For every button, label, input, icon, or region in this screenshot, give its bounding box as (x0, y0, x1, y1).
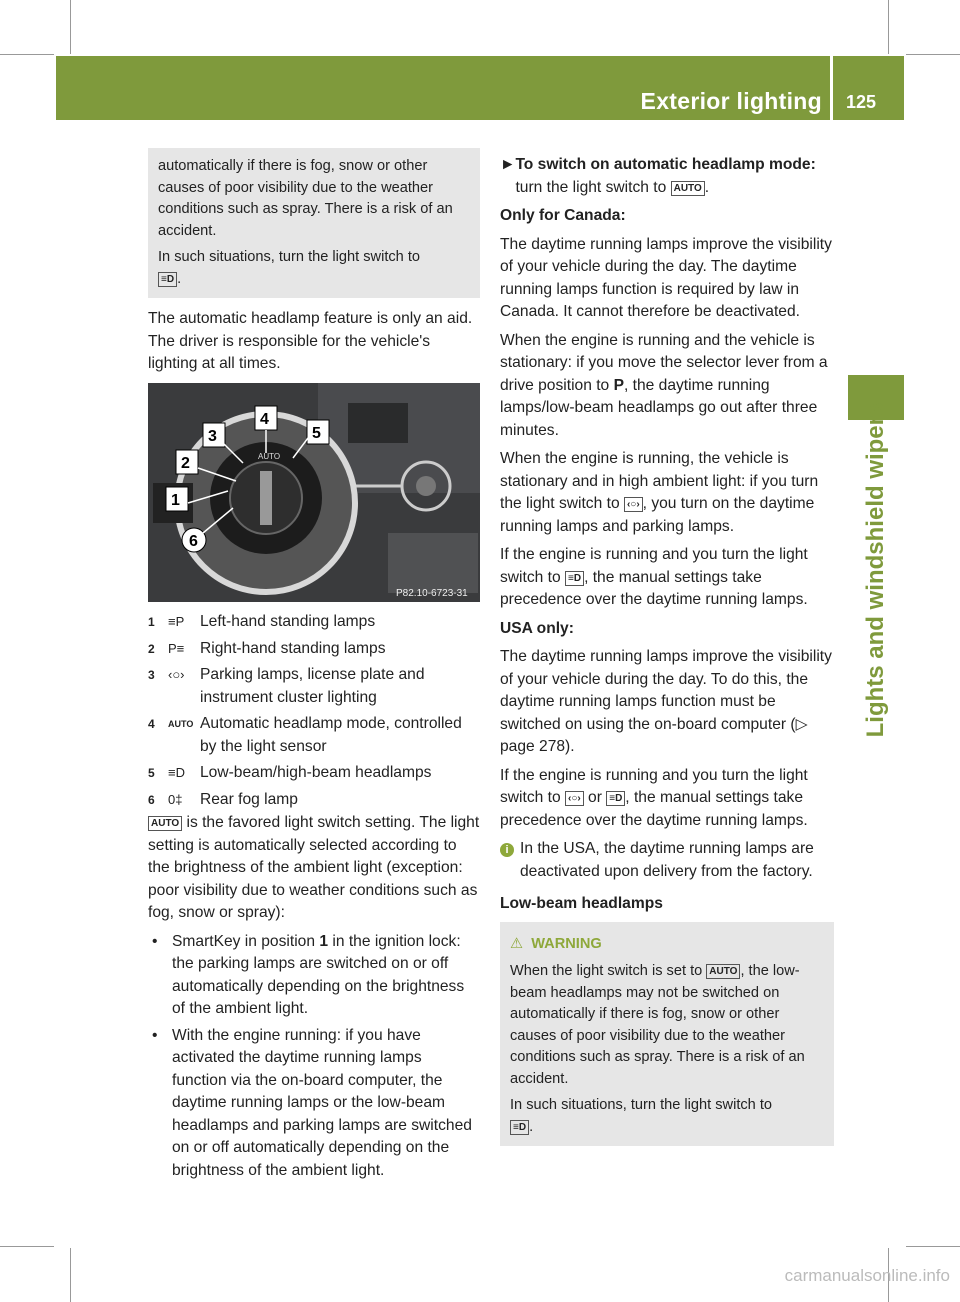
legend-item (148, 611, 480, 634)
canada-paragraph: The daytime running lamps improve the visibility of your vehicle during the day. The daytime running lamps function is required by law in Canada. It cannot therefore be deactivated. (500, 235, 832, 320)
bullet-text: SmartKey in position (172, 932, 320, 950)
legend-number: 2 (148, 641, 155, 656)
canada-text: If the engine is running and you turn the light switch to (500, 546, 808, 586)
photo-code: P82.10-6723-31 (396, 588, 468, 599)
header-divider (830, 56, 833, 120)
auto-icon: AUTO (671, 181, 705, 196)
warning-text: automatically if there is fog, snow or other causes of poor visibility due to the weather conditions such as spray. There is a risk of an accident. (158, 158, 453, 239)
legend-text: Low-beam/high-beam headlamps (200, 764, 432, 781)
legend-list (148, 611, 480, 815)
parking-lamp-icon: ‹○› (624, 497, 643, 512)
legend-number: 5 (148, 766, 155, 780)
legend-item (148, 762, 480, 785)
callout-5: 5 (312, 425, 321, 442)
step-text: turn the light switch to (515, 178, 667, 196)
legend-number: 1 (148, 615, 155, 629)
canada-heading: Only for Canada: (500, 207, 626, 224)
bullet-text: in the ignition lock: the parking lamps are switched on or off automatically depending on the brightness of the ambient light. (172, 932, 465, 1017)
auto-description (148, 812, 480, 1186)
page-number: 125 (846, 92, 877, 112)
auto-icon: AUTO (706, 964, 740, 979)
section-title: Exterior lighting (640, 88, 822, 114)
usa-paragraph: The daytime running lamps improve the visibility of your vehicle during the day. To do this, the daytime running lamps function must be switched on using the on-board computer (▷ page 278). (500, 648, 832, 755)
bullet-icon: • (152, 932, 158, 950)
canada-text: , the daytime running lamps/low-beam headlamps go out after three minutes. (500, 376, 818, 439)
auto-icon: AUTO (168, 719, 194, 729)
intro-paragraph: The automatic headlamp feature is only an aid. The driver is responsible for the vehicle's lighting at all times. (148, 310, 473, 372)
info-icon: i (500, 843, 514, 857)
info-note (500, 838, 834, 883)
callout-6: 6 (189, 533, 198, 550)
legend-number: 4 (148, 717, 155, 731)
rear-fog-lamp-icon: 0‡ (168, 791, 183, 807)
usa-text: , the manual settings take precedence over the daytime running lamps. (500, 789, 808, 829)
warning-box-continued: automatically if there is fog, snow or other causes of poor visibility due to the weather conditions such as spray. There is a risk of an accident. In such situations, turn the light switch to ≡D . (148, 148, 480, 298)
legend-text: Rear fog lamp (200, 790, 298, 808)
legend-text: Right-hand standing lamps (200, 639, 386, 657)
light-switch-photo (148, 383, 480, 602)
warning-text: In such situations, turn the light switch to (158, 249, 421, 265)
callout-2: 2 (181, 455, 190, 472)
step-heading: To switch on automatic headlamp mode: (515, 156, 816, 173)
legend-number: 6 (148, 792, 155, 807)
canada-text: , you turn on the daytime running lamps and parking lamps. (500, 495, 815, 535)
right-column (500, 154, 834, 1146)
lowbeam-icon: ≡D (565, 571, 584, 586)
warning-triangle-icon: ⚠ (510, 935, 524, 952)
light-switch-illustration (148, 383, 480, 602)
lowbeam-icon: ≡D (510, 1120, 529, 1135)
legend-text: Automatic headlamp mode, controlled by the light sensor (200, 715, 462, 755)
key-position: 1 (319, 932, 329, 950)
legend-text: Left-hand standing lamps (200, 613, 376, 630)
auto-icon: AUTO (148, 816, 182, 831)
info-text: In the USA, the daytime running lamps are deactivated upon delivery from the factory. (520, 840, 814, 880)
legend-item (148, 664, 480, 709)
parking-lamp-icon: ‹○› (565, 791, 584, 806)
right-standing-lamp-icon: P≡ (168, 640, 185, 656)
callout-4: 4 (260, 411, 269, 428)
warning-heading (510, 934, 826, 956)
warning-text: , the low-beam headlamps may not be switched on automatically if there is fog, snow or other causes of poor visibility due to the weather conditions such as spray. There is a risk of an accident. (510, 963, 805, 1087)
legend-item (148, 638, 480, 661)
canada-text: When the engine is running and the vehicle is stationary: if you move the selector lever from a drive position to (500, 331, 828, 394)
warning-label: WARNING (531, 935, 602, 952)
lowbeam-heading: Low-beam headlamps (500, 895, 663, 912)
auto-label: AUTO (258, 452, 281, 461)
callout-1: 1 (171, 492, 180, 509)
parking-lamp-icon: ‹○› (168, 667, 185, 682)
bullet-text: With the engine running: if you have activated the daytime running lamps function via the on-board computer, the daytime running lamps or the low-beam headlamps and parking lamps are switched on or off automatically depending on the brightness of the ambient light. (172, 1026, 472, 1179)
lowbeam-icon: ≡D (158, 272, 177, 287)
canada-text: When the engine is running, the vehicle is stationary and in high ambient light: if you turn the light switch to (500, 450, 819, 512)
auto-paragraph: is the favored light switch setting. The light setting is automatically selected according to the brightness of the ambient light (exception: poor visibility due to weather conditions such as fog, snow or spray): (148, 814, 480, 921)
warning-box: ⚠ WARNING When the light switch is set to AUTO , the low-beam headlamps may not be switched on automatically if there is fog, snow or other causes of poor visibility due to the weather conditions such as spray. There is a risk of an accident. In such situations, turn the light switch to ≡D . (500, 922, 834, 1147)
callout-3: 3 (208, 428, 217, 445)
watermark: carmanualsonline.info (784, 1266, 950, 1285)
usa-heading: USA only: (500, 619, 574, 637)
instruction-step: ► To switch on automatic headlamp mode: turn the light switch to AUTO . (500, 154, 834, 199)
usa-text: If the engine is running and you turn the light switch to (500, 766, 808, 806)
usa-text: or (583, 789, 607, 806)
bullet-icon: • (152, 1026, 158, 1044)
bullet-item (148, 1025, 480, 1183)
legend-number: 3 (148, 668, 155, 682)
left-column (148, 148, 480, 382)
chapter-title: Lights and windshield wipers (862, 402, 889, 738)
arrow-icon: ► (500, 156, 516, 173)
lowbeam-icon: ≡D (606, 791, 625, 806)
canada-text: , the manual settings take precedence over the daytime running lamps. (500, 568, 808, 608)
warning-text: In such situations, turn the light switch to (510, 1097, 773, 1113)
legend-item (148, 713, 480, 758)
warning-text: When the light switch is set to (510, 963, 707, 979)
legend-text: Parking lamps, license plate and instrument cluster lighting (200, 666, 425, 706)
left-standing-lamp-icon: ≡P (168, 614, 185, 629)
bullet-item (148, 931, 480, 1021)
legend-item (148, 789, 480, 812)
park-position: P (613, 376, 624, 394)
lowbeam-icon: ≡D (168, 765, 185, 780)
